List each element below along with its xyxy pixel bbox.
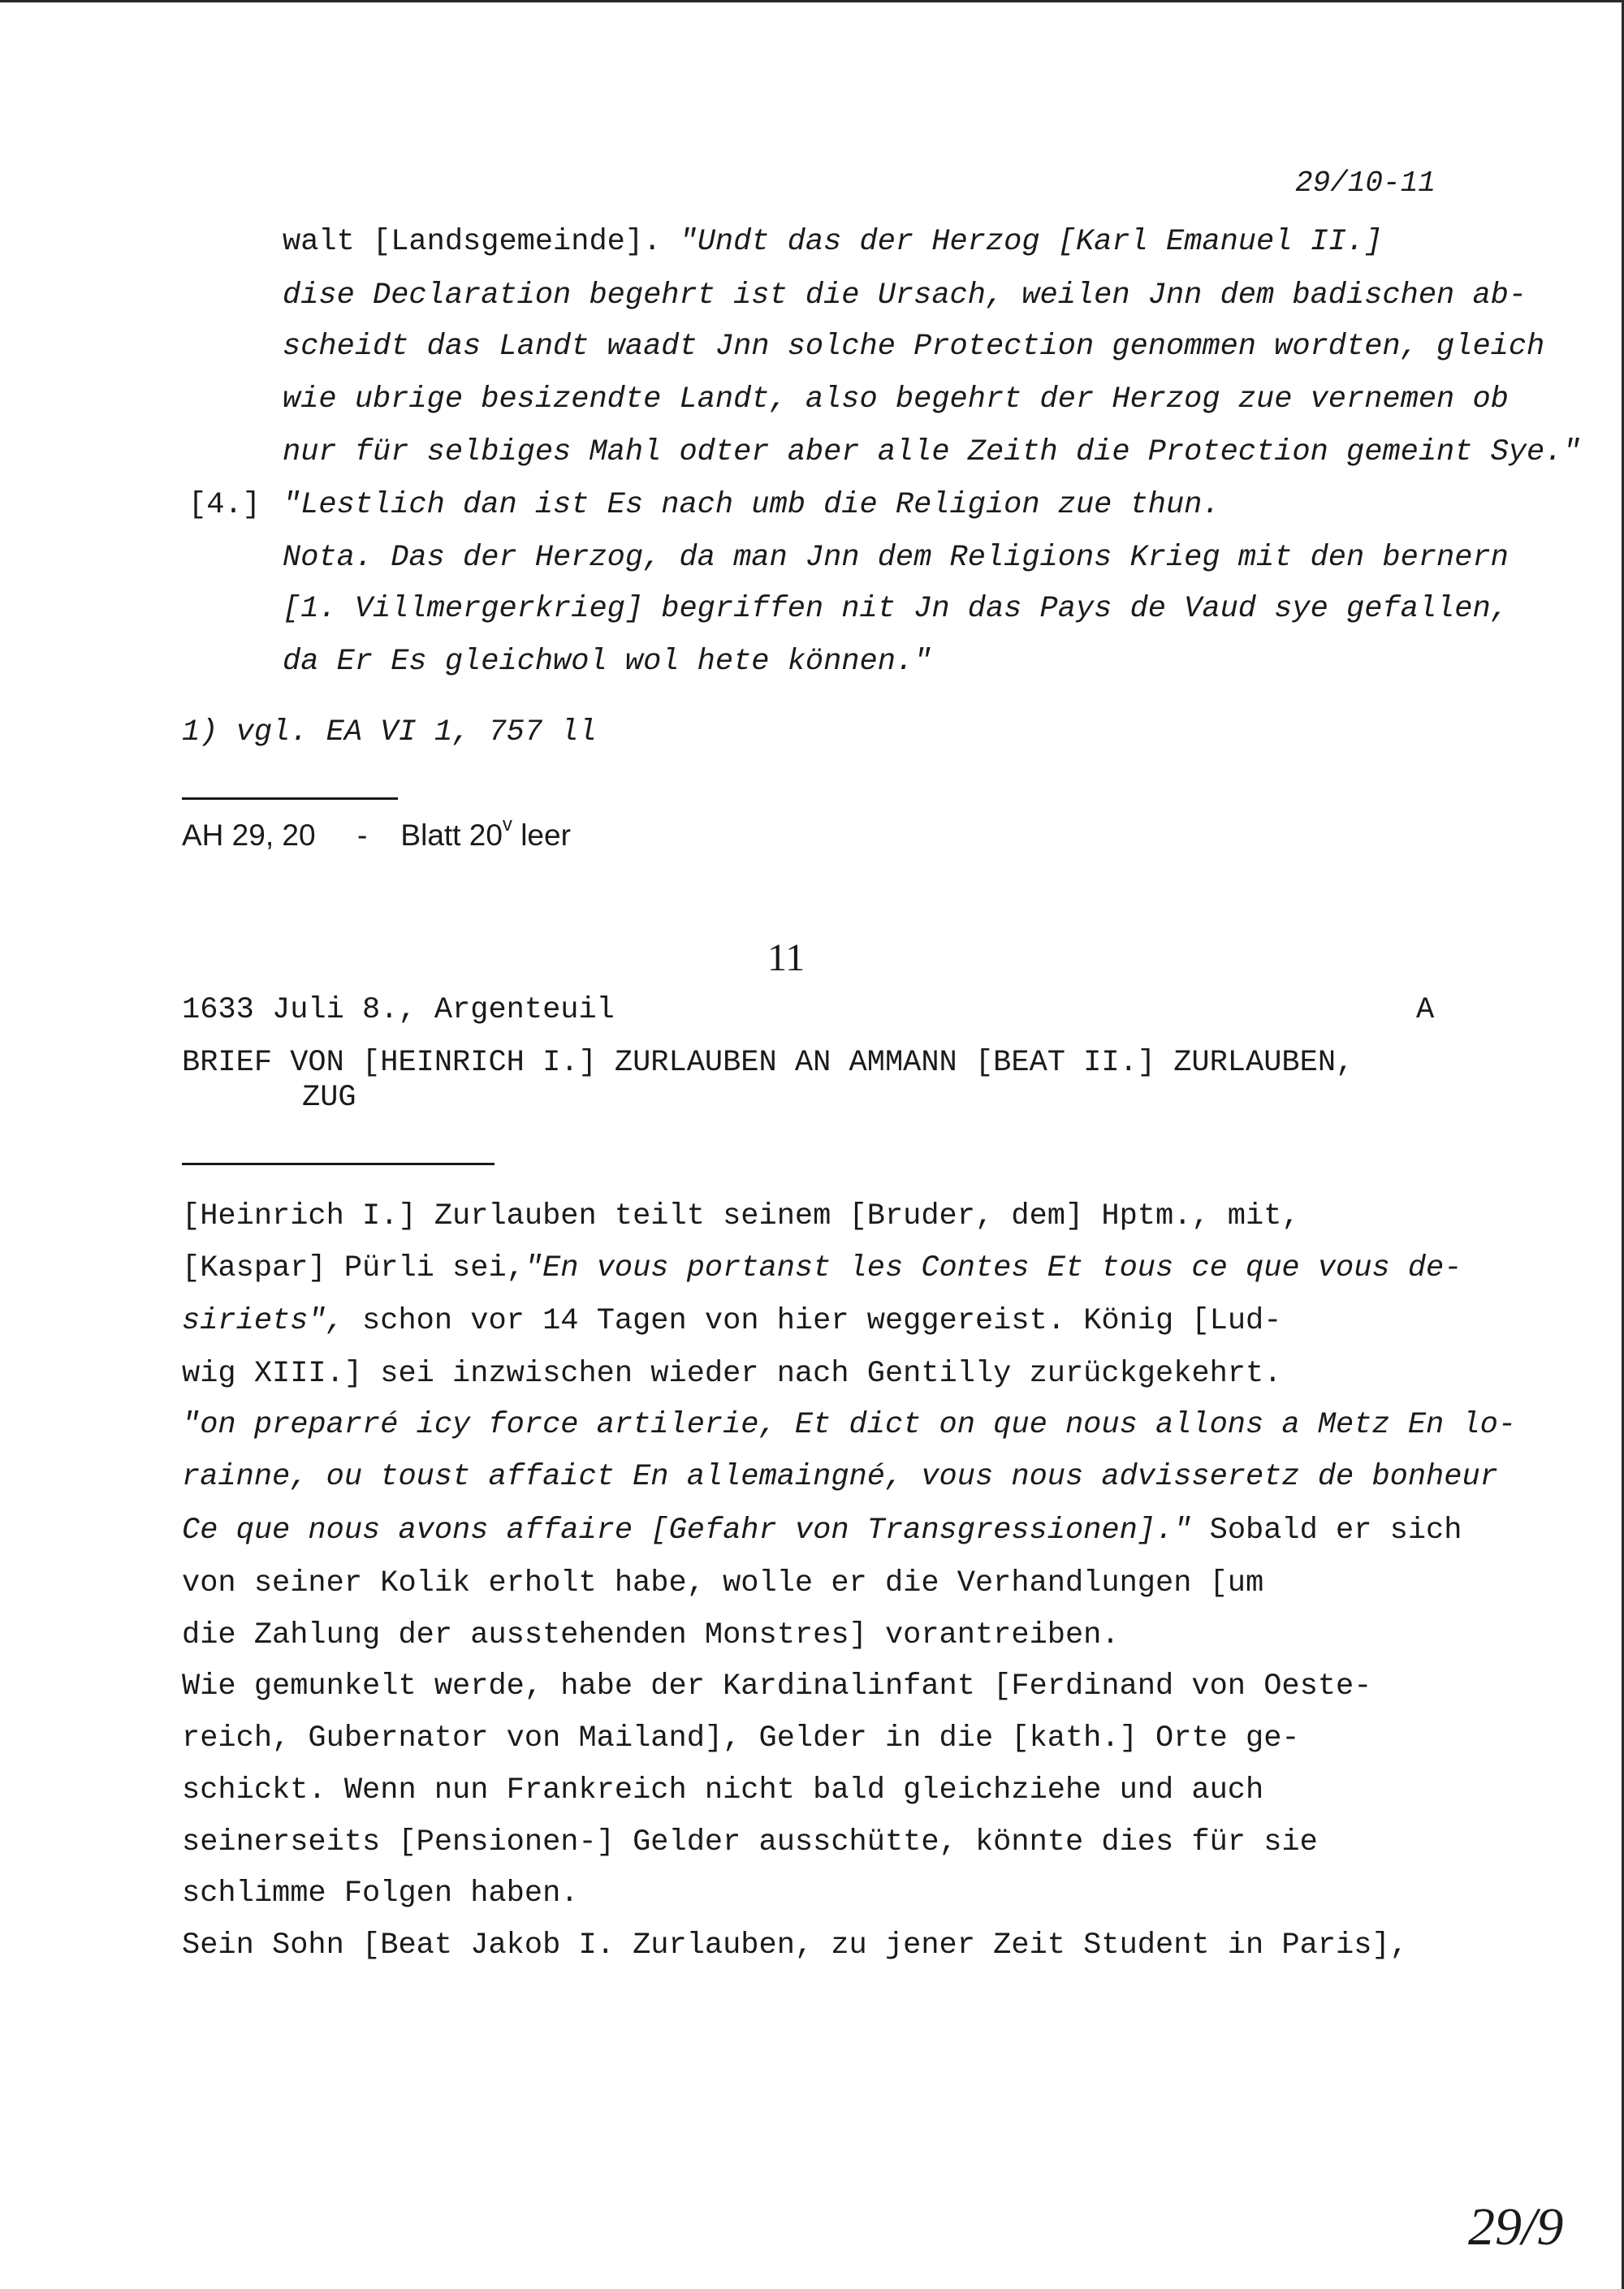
text-line: schickt. Wenn nun Frankreich nicht bald gleichziehe und auch [182, 1773, 1264, 1807]
handwritten-page-number: 29/9 [1468, 2197, 1564, 2257]
document-number: 11 [767, 936, 806, 979]
text-line: wie ubrige besizendte Landt, also begehrt der Herzog zue vernemen ob [283, 382, 1509, 417]
text-line: nur für selbiges Mahl odter aber alle Zeith die Protection gemeint Sye." [283, 435, 1581, 469]
archive-reference: AH 29, 20 - Blatt 20$^v$ leer [182, 814, 571, 852]
text-line: scheidt das Landt waadt Jnn solche Protection genommen wordten, gleich [283, 330, 1545, 364]
text-line: da Er Es gleichwol wol hete können." [283, 645, 932, 679]
text-line: walt [Landsgemeinde]. "Undt das der Herzog [Karl Emanuel II.] [283, 225, 1383, 259]
text-line: Nota. Das der Herzog, da man Jnn dem Religions Krieg mit den bernern [283, 541, 1509, 575]
page-reference: 29/10-11 [1295, 166, 1436, 200]
text-line: rainne, ou toust affaict En allemaingné, vous nous advisseretz de bonheur [182, 1460, 1498, 1494]
text-line: schlimme Folgen haben. [182, 1877, 579, 1911]
text-line: [Kaspar] Pürli sei,"En vous portanst les Contes Et tous ce que vous de- [182, 1251, 1462, 1285]
letter-title: BRIEF VON [HEINRICH I.] ZURLAUBEN AN AMMANN [BEAT II.] ZURLAUBEN, [182, 1046, 1354, 1080]
divider [182, 1163, 495, 1165]
text-line: Wie gemunkelt werde, habe der Kardinalinfant [Ferdinand von Oeste- [182, 1669, 1372, 1704]
text-line: [Heinrich I.] Zurlauben teilt seinem [Bruder, dem] Hptm., mit, [182, 1199, 1300, 1233]
footnote: 1) vgl. EA VI 1, 757 ll [182, 715, 597, 749]
text-line: "on preparré icy force artilerie, Et dict on que nous allons a Metz En lo- [182, 1408, 1517, 1442]
page-border-top [0, 0, 1624, 2]
text-line: siriets", schon vor 14 Tagen von hier weggereist. König [Lud- [182, 1304, 1282, 1338]
item-number: [4.] [188, 488, 261, 522]
divider [182, 797, 398, 800]
text-line: Ce que nous avons affaire [Gefahr von Transgressionen]." Sobald er sich [182, 1514, 1462, 1548]
text-line: dise Declaration begehrt ist die Ursach, weilen Jnn dem badischen ab- [283, 279, 1527, 313]
text-line: [1. Villmergerkrieg] begriffen nit Jn das Pays de Vaud sye gefallen, [283, 592, 1509, 626]
text-line: von seiner Kolik erholt habe, wolle er die Verhandlungen [um [182, 1566, 1264, 1600]
text-line: seinerseits [Pensionen-] Gelder ausschütte, könnte dies für sie [182, 1825, 1318, 1859]
text-line: Sein Sohn [Beat Jakob I. Zurlauben, zu jener Zeit Student in Paris], [182, 1928, 1408, 1963]
letter-title: ZUG [302, 1081, 356, 1115]
text-line: reich, Gubernator von Mailand], Gelder in die [kath.] Orte ge- [182, 1721, 1300, 1756]
date-place: 1633 Juli 8., Argenteuil [182, 993, 615, 1027]
letter-code: A [1416, 993, 1435, 1027]
text-line: wig XIII.] sei inzwischen wieder nach Gentilly zurückgekehrt. [182, 1357, 1282, 1391]
text-line: die Zahlung der ausstehenden Monstres] vorantreiben. [182, 1618, 1120, 1652]
text-line: "Lestlich dan ist Es nach umb die Religion zue thun. [283, 488, 1220, 522]
